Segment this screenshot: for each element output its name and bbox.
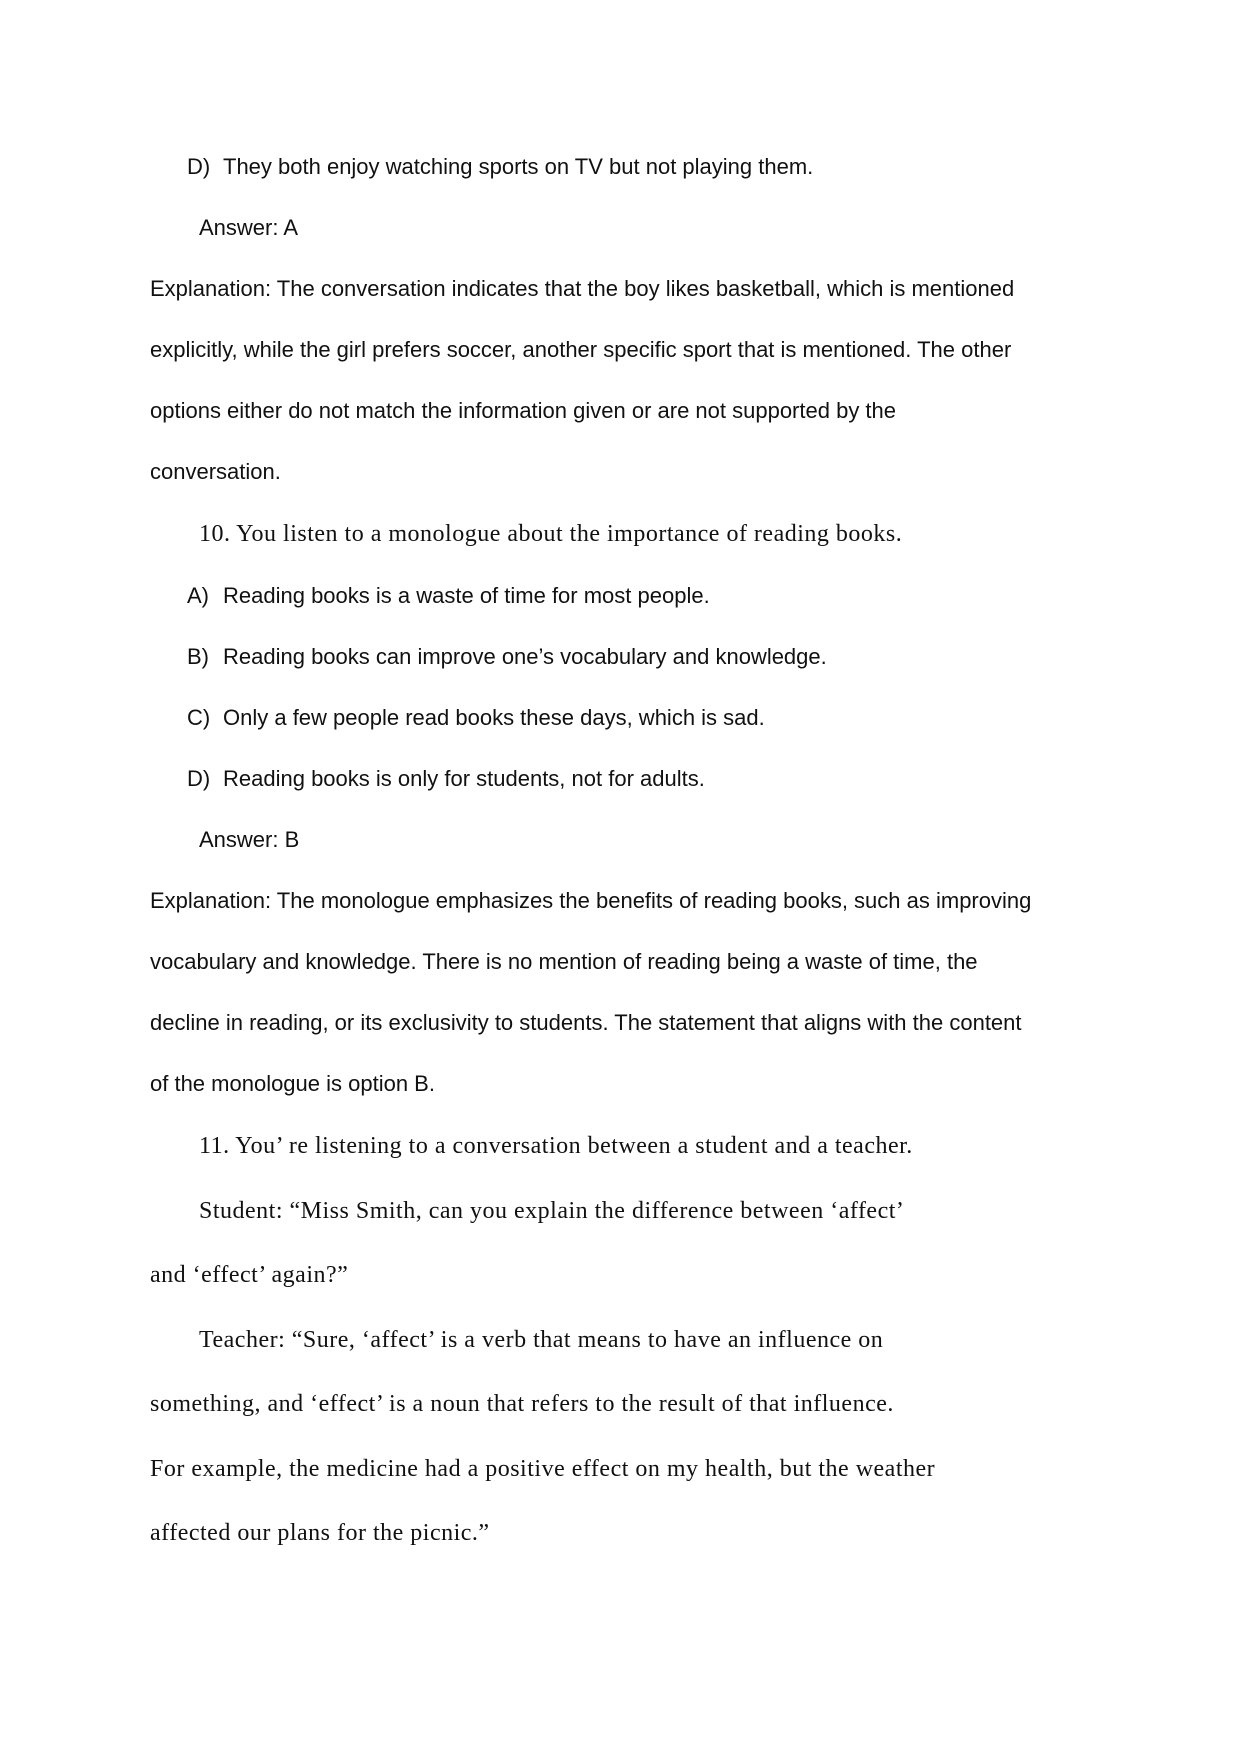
dialogue-line: something, and ‘effect’ is a noun that refers to the result of that influence. <box>150 1391 894 1417</box>
option-text: Reading books is a waste of time for most people. <box>223 583 710 608</box>
dialogue-line: For example, the medicine had a positive effect on my health, but the weather <box>150 1456 936 1482</box>
explanation-line: explicitly, while the girl prefers soccer, another specific sport that is mentioned. The other <box>150 337 1012 362</box>
option-text: Reading books is only for students, not for adults. <box>223 766 705 791</box>
explanation-line: Explanation: The monologue emphasizes the benefits of reading books, such as improving <box>150 888 1032 913</box>
option-c <box>187 703 765 733</box>
option-a <box>187 581 710 611</box>
dialogue-line: Student: “Miss Smith, can you explain the difference between ‘affect’ <box>199 1198 905 1224</box>
answer: Answer: A <box>199 215 299 240</box>
option-letter: A) <box>187 583 209 608</box>
explanation-line: Explanation: The conversation indicates that the boy likes basketball, which is mentioned <box>150 276 1015 301</box>
explanation-line: conversation. <box>150 459 281 484</box>
explanation-line: vocabulary and knowledge. There is no mention of reading being a waste of time, the <box>150 949 978 974</box>
option-letter: D) <box>187 766 211 791</box>
dialogue-line: Teacher: “Sure, ‘affect’ is a verb that means to have an influence on <box>199 1327 884 1353</box>
explanation-line: of the monologue is option B. <box>150 1071 435 1096</box>
option-letter: B) <box>187 644 209 669</box>
option-d <box>187 152 813 182</box>
answer: Answer: B <box>199 827 300 852</box>
option-text: Reading books can improve one’s vocabulary and knowledge. <box>223 644 827 669</box>
option-b <box>187 642 827 672</box>
option-text: Only a few people read books these days, which is sad. <box>223 705 765 730</box>
dialogue-line: affected our plans for the picnic.” <box>150 1520 490 1546</box>
explanation-line: options either do not match the information given or are not supported by the <box>150 398 897 423</box>
question-11: 11. You’ re listening to a conversation between a student and a teacher. <box>199 1133 913 1159</box>
option-d <box>187 764 705 794</box>
option-letter: D) <box>187 154 211 179</box>
option-text: They both enjoy watching sports on TV but not playing them. <box>223 154 814 179</box>
question-10: 10. You listen to a monologue about the importance of reading books. <box>199 521 903 547</box>
dialogue-line: and ‘effect’ again?” <box>150 1262 349 1288</box>
option-letter: C) <box>187 705 211 730</box>
explanation-line: decline in reading, or its exclusivity to students. The statement that aligns with the content <box>150 1010 1022 1035</box>
